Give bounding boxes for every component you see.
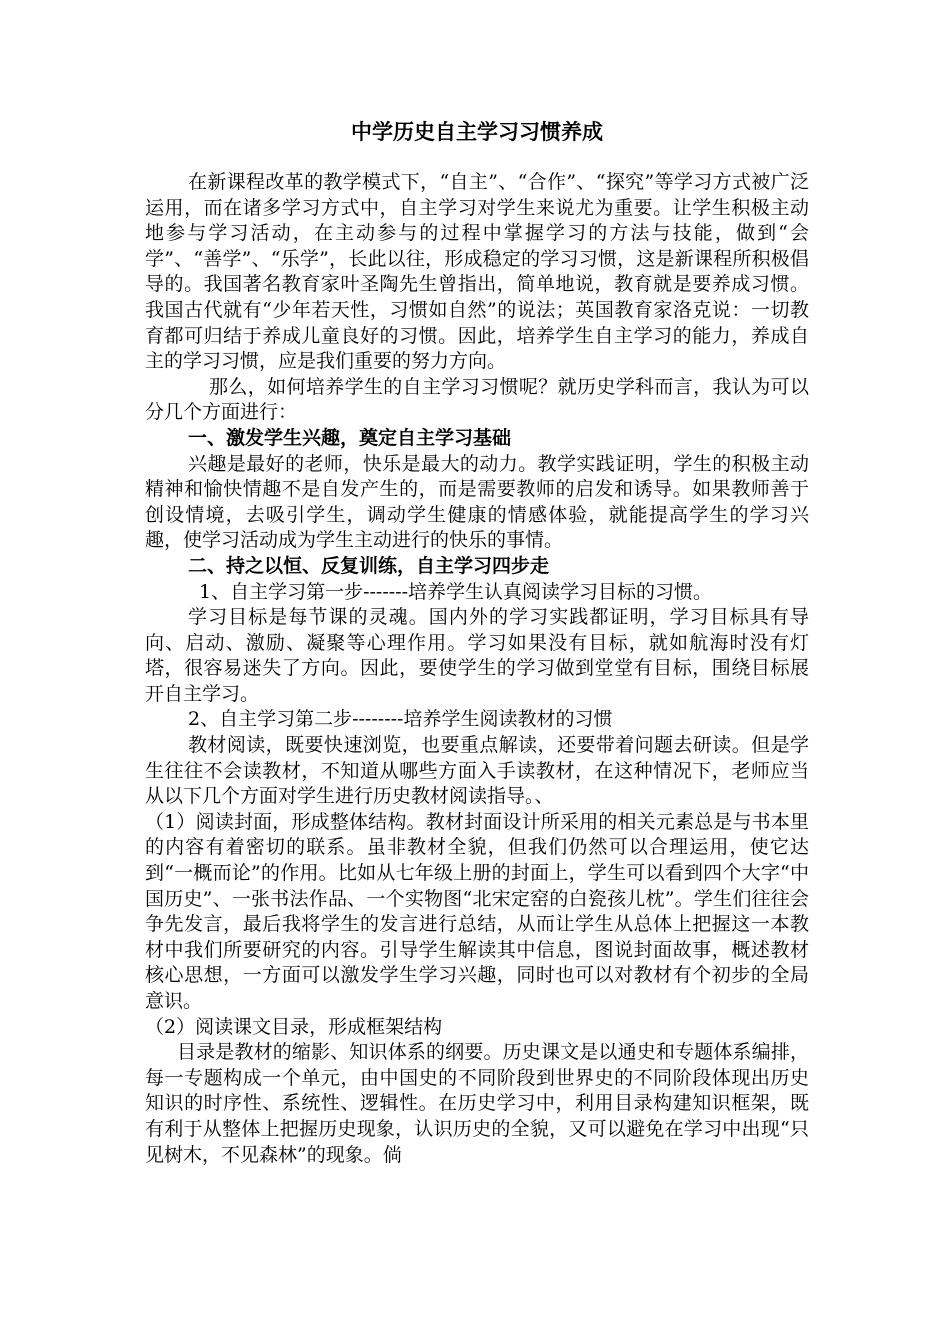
paragraph-intro: 在新课程改革的教学模式下，“自主”、“合作”、“探究”等学习方式被广泛运用，而在诸多学习方式中，自主学习对学生来说尤为重要。让学生积极主动地参与学习活动，在主动参与的过程中掌握学习的方法与技能，做到“会学”、“善学”、“乐学”，长此以往，形成稳定的学习习惯，这是新课程所积极倡导的。我国著名教育家叶圣陶先生曾指出，简单地说，教育就是要养成习惯。我国古代就有“少年若天性，习惯如自然”的说法；英国教育家洛克说：一切教育都可归结于养成儿童良好的习惯。因此，培养学生自主学习的能力，养成自主的学习习惯，应是我们重要的努力方向。 [145, 171, 809, 373]
section-heading-1: 一、激发学生兴趣，奠定自主学习基础 [188, 426, 512, 449]
section-heading-2: 二、持之以恒、反复训练，自主学习四步走 [188, 554, 550, 577]
paragraph-textbook-reading: 教材阅读，既要快速浏览，也要重点解读，还要带着问题去研读。但是学生往往不会读教材，不知道从哪些方面入手读教材，在这种情况下，老师应当从以下几个方面对学生进行历史教材阅读指导。、 [145, 734, 809, 808]
document-title: 中学历史自主学习习惯养成 [351, 119, 603, 144]
step-2-heading: 2、自主学习第二步--------培养学生阅读教材的习惯 [188, 708, 613, 731]
paragraph-table-of-contents: 目录是教材的缩影、知识体系的纲要。历史课文是以通史和专题体系编排，每一专题构成一个单元，由中国史的不同阶段到世界史的不同阶段体现出历史知识的时序性、系统性、逻辑性。在历史学习中，利用目录构建知识框架，既有利于从整体上把握历史现象，认识历史的全貌，又可以避免在学习中出现“只见树木，不见森林”的现象。倘 [145, 1041, 809, 1166]
paragraph-question: 那么，如何培养学生的自主学习习惯呢？就历史学科而言，我认为可以分几个方面进行： [145, 375, 809, 424]
paragraph-interest: 兴趣是最好的老师，快乐是最大的动力。教学实践证明，学生的积极主动精神和愉快情趣不是自发产生的，而是需要教师的启发和诱导。如果教师善于创设情境，去吸引学生，调动学生健康的情感体验，就能提高学生的学习兴趣，使学习活动成为学生主动进行的快乐的事情。 [145, 452, 809, 552]
subheading-table-of-contents: （2）阅读课文目录，形成框架结构 [145, 1015, 443, 1038]
document-page [145, 118, 809, 1168]
paragraph-learning-goal: 学习目标是每节课的灵魂。国内外的学习实践都证明，学习目标具有导向、启动、激励、凝聚等心理作用。学习如果没有目标，就如航海时没有灯塔，很容易迷失了方向。因此，要使学生的学习做到堂堂有目标，围绕目标展开自主学习。 [145, 606, 809, 705]
step-1-heading: 1、自主学习第一步-------培养学生认真阅读学习目标的习惯。 [199, 580, 713, 603]
paragraph-cover-reading: （1）阅读封面，形成整体结构。教材封面设计所采用的相关元素总是与书本里的内容有着密切的联系。虽非教材全貌，但我们仍然可以合理运用，使它达到“一概而论”的作用。比如从七年级上册的封面上，学生可以看到四个大字“中国历史”、一张书法作品、一个实物图“北宋定窑的白瓷孩儿枕”。学生们往往会争先发言，最后我将学生的发言进行总结，从而让学生从总体上把握这一本教材中我们所要研究的内容。引导学生解读其中信息，图说封面故事，概述教材核心思想，一方面可以激发学生学习兴趣，同时也可以对教材有个初步的全局意识。 [145, 810, 809, 1012]
